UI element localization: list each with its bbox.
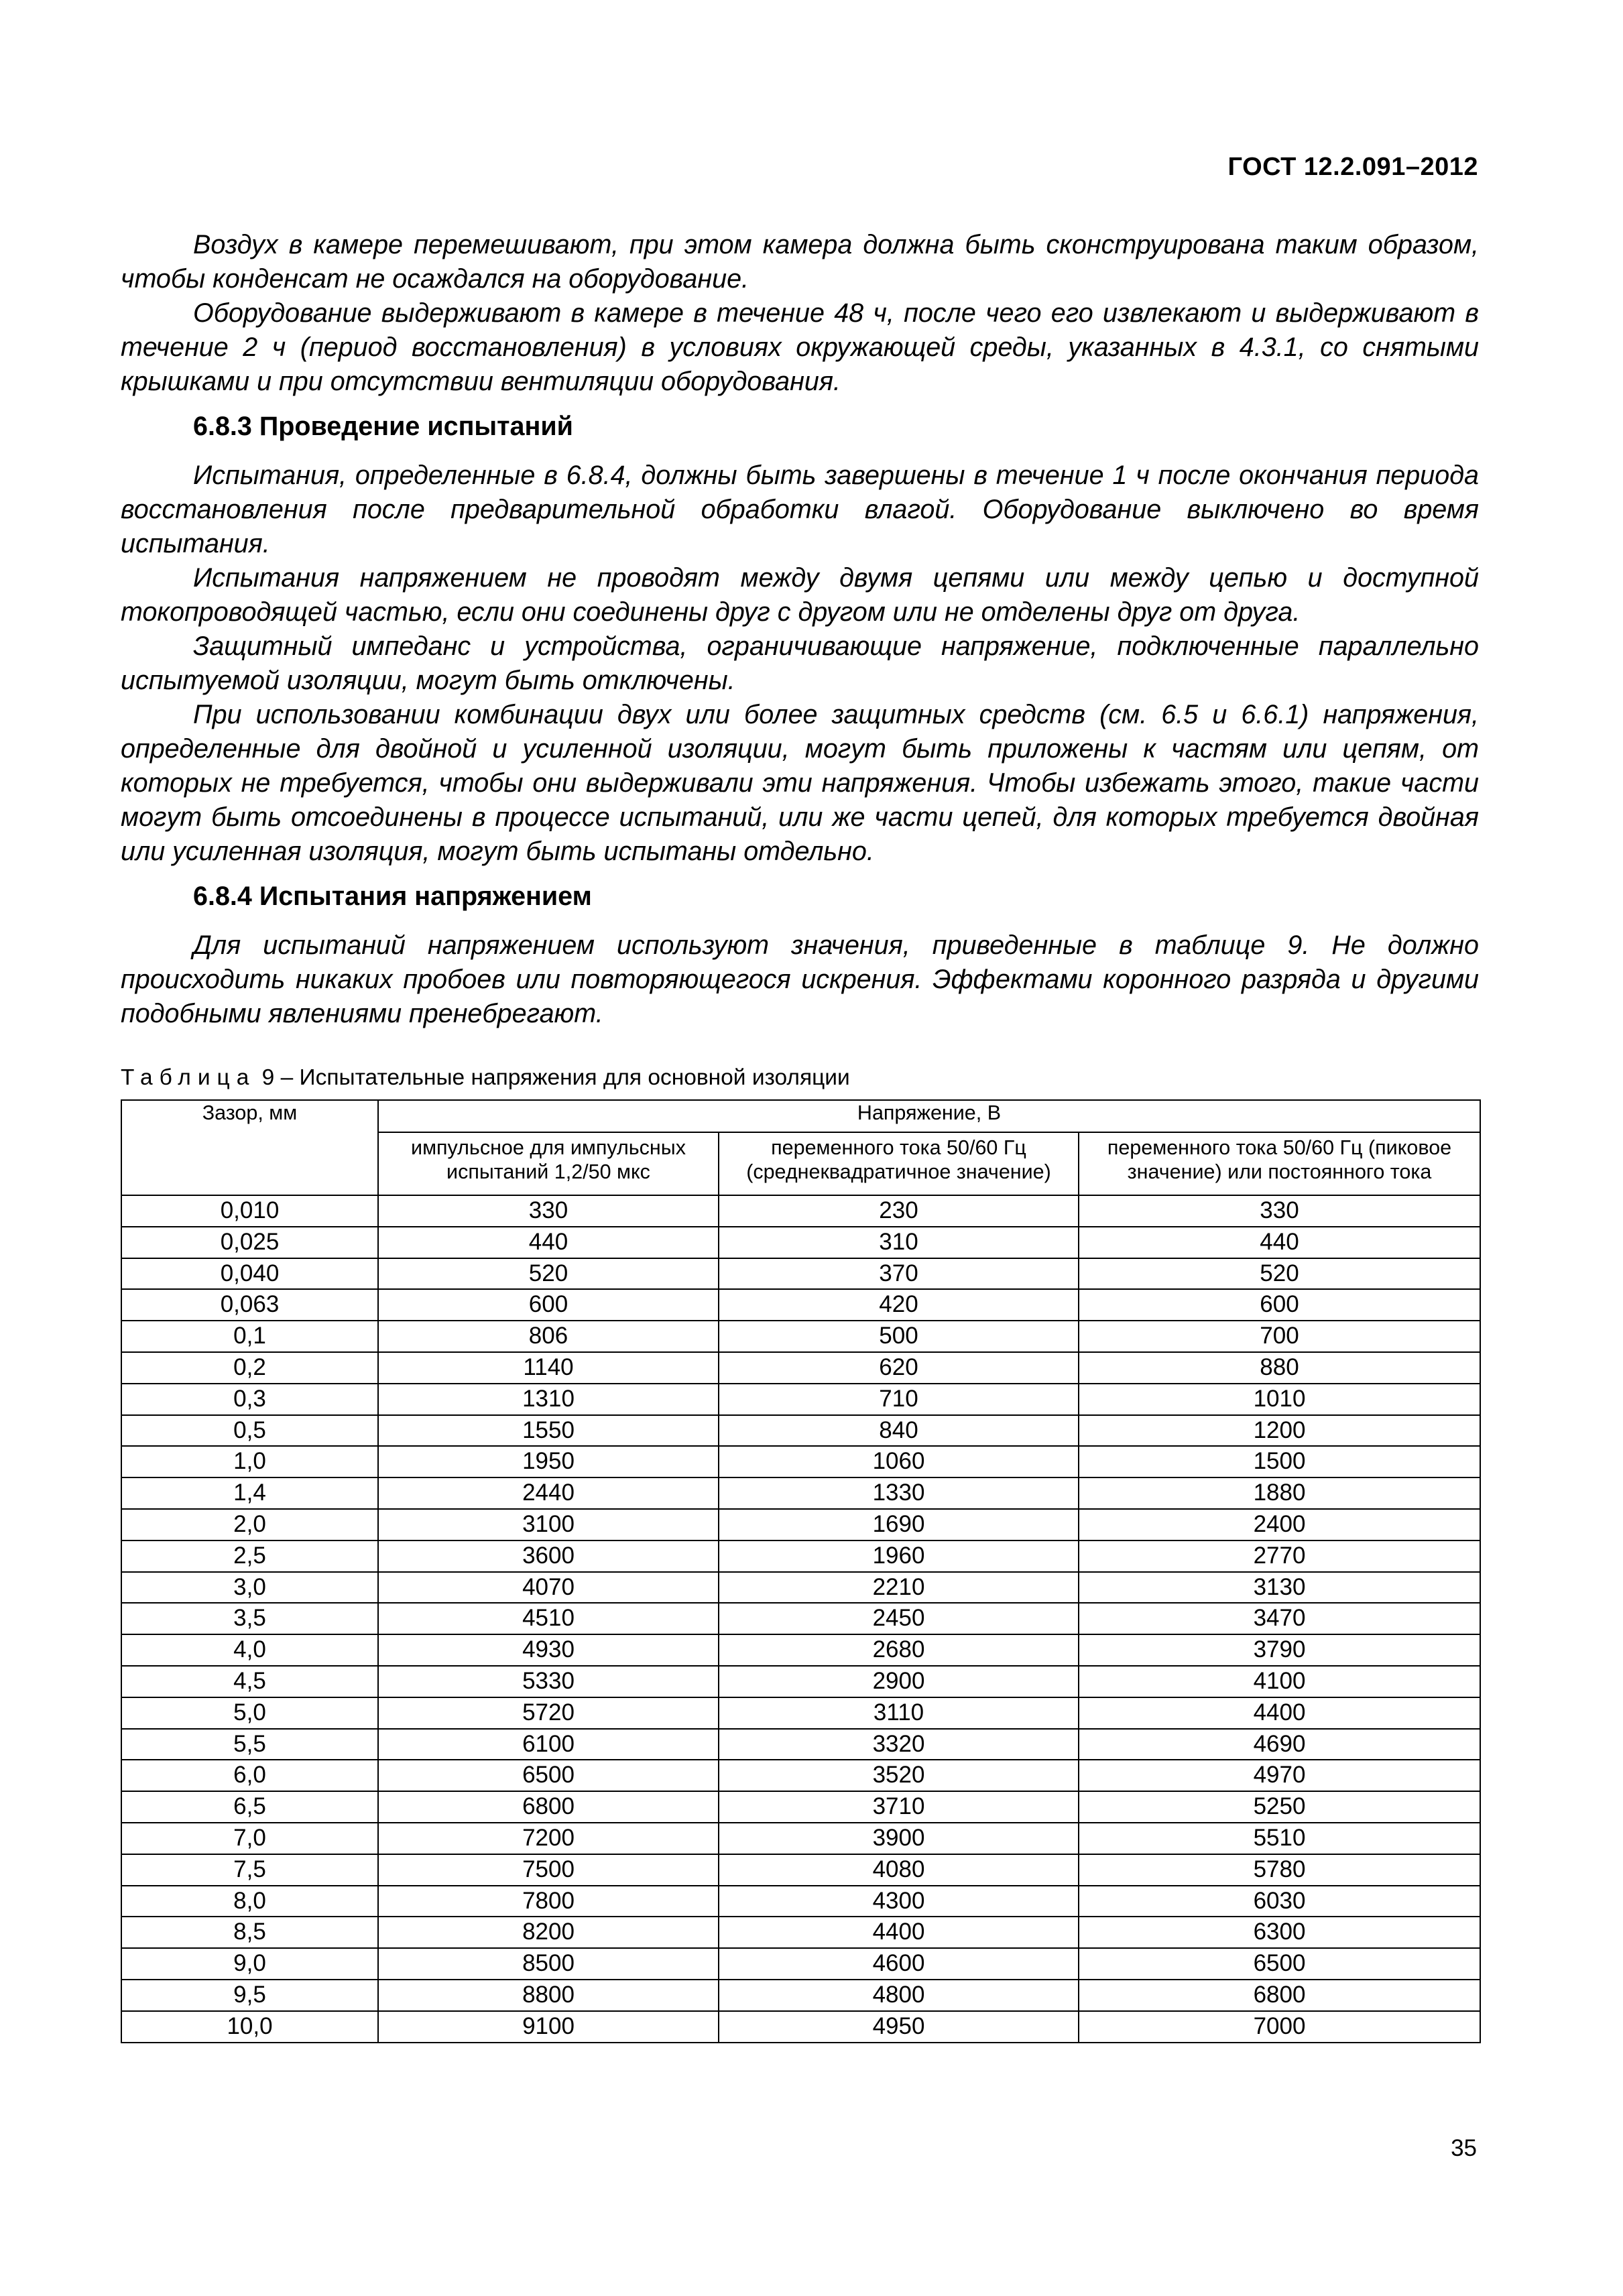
page-number: 35 [1451, 2135, 1477, 2161]
table-cell: 7000 [1079, 2011, 1480, 2043]
table-row [121, 1321, 1480, 1352]
table-cell: 0,2 [121, 1352, 378, 1384]
table-cell: 4,5 [121, 1666, 378, 1697]
table-cell: 4690 [1079, 1729, 1480, 1760]
table-cell: 6500 [378, 1760, 719, 1791]
table-row [121, 1195, 1480, 1227]
table-cell: 7,0 [121, 1823, 378, 1854]
table-caption [121, 1065, 850, 1091]
table-row [121, 1227, 1480, 1258]
table-cell: 230 [719, 1195, 1079, 1227]
table-cell: 2900 [719, 1666, 1079, 1697]
table-cell: 7200 [378, 1823, 719, 1854]
table-cell: 8800 [378, 1980, 719, 2011]
table-cell: 7500 [378, 1854, 719, 1886]
table-cell: 1010 [1079, 1384, 1480, 1415]
table-cell: 0,5 [121, 1415, 378, 1447]
table-cell: 5,0 [121, 1697, 378, 1729]
column-header-impulse: импульсное для импульсных испытаний 1,2/50 мкс [378, 1132, 719, 1195]
table-cell: 840 [719, 1415, 1079, 1447]
table-cell: 500 [719, 1321, 1079, 1352]
paragraph: Воздух в камере перемешивают, при этом камера должна быть сконструирована таким образом, чтобы конденсат не осаждался на оборудование. [121, 230, 1479, 294]
table-cell: 2,5 [121, 1540, 378, 1572]
table-cell: 0,025 [121, 1227, 378, 1258]
table-cell: 1140 [378, 1352, 719, 1384]
column-header-voltage: Напряжение, В [378, 1100, 1480, 1132]
table-cell: 3790 [1079, 1634, 1480, 1666]
table-cell: 2450 [719, 1603, 1079, 1634]
paragraph: Для испытаний напряжением используют значения, приведенные в таблице 9. Не должно происходить никаких пробоев или повторяющегося искрения. Эффектами коронного разряда и другими подобными явлениями пренебрегают. [121, 930, 1479, 1028]
table-row [121, 1603, 1480, 1634]
table-cell: 1060 [719, 1446, 1079, 1477]
column-header-ac-rms: переменного тока 50/60 Гц (среднеквадратичное значение) [719, 1132, 1079, 1195]
table-row [121, 1634, 1480, 1666]
table-row [121, 1854, 1480, 1886]
table-cell: 4070 [378, 1572, 719, 1604]
table-cell: 4800 [719, 1980, 1079, 2011]
table-cell: 440 [378, 1227, 719, 1258]
table-cell: 5250 [1079, 1791, 1480, 1823]
table-cell: 6,5 [121, 1791, 378, 1823]
table-cell: 2770 [1079, 1540, 1480, 1572]
table-cell: 1,4 [121, 1477, 378, 1509]
table-cell: 4080 [719, 1854, 1079, 1886]
paragraph: Испытания напряжением не проводят между двумя цепями или между цепью и доступной токопроводящей частью, если они соединены друг с другом или не отделены друг от друга. [121, 563, 1479, 627]
table-cell: 0,040 [121, 1258, 378, 1290]
table-cell: 4100 [1079, 1666, 1480, 1697]
table-cell: 700 [1079, 1321, 1480, 1352]
table-cell: 806 [378, 1321, 719, 1352]
paragraph: Оборудование выдерживают в камере в течение 48 ч, после чего его извлекают и выдерживают в течение 2 ч (период восстановления) в условиях окружающей среды, указанных в 4.3.1, со снятыми крышками и при отсутствии вентиляции оборудования. [121, 298, 1479, 396]
table-row [121, 1477, 1480, 1509]
table-cell: 600 [1079, 1289, 1480, 1321]
table-cell: 5510 [1079, 1823, 1480, 1854]
table-cell: 3130 [1079, 1572, 1480, 1604]
table-cell: 600 [378, 1289, 719, 1321]
paragraph: Защитный импеданс и устройства, ограничивающие напряжение, подключенные параллельно испытуемой изоляции, могут быть отключены. [121, 631, 1479, 695]
table-row [121, 1572, 1480, 1604]
table-cell: 8200 [378, 1917, 719, 1948]
section-heading: 6.8.4 Испытания напряжением [193, 882, 592, 911]
table-cell: 6800 [378, 1791, 719, 1823]
table-cell: 330 [1079, 1195, 1480, 1227]
table-row [121, 1886, 1480, 1917]
table-row [121, 1760, 1480, 1791]
table-cell: 6500 [1079, 1948, 1480, 1980]
table-cell: 8500 [378, 1948, 719, 1980]
table-row [121, 1697, 1480, 1729]
table-cell: 0,063 [121, 1289, 378, 1321]
table-cell: 3900 [719, 1823, 1079, 1854]
table-cell: 4300 [719, 1886, 1079, 1917]
table-row [121, 1666, 1480, 1697]
table-row [121, 1540, 1480, 1572]
column-header-gap: Зазор, мм [121, 1100, 378, 1195]
table-cell: 2,0 [121, 1509, 378, 1540]
table-caption-text: 9 – Испытательные напряжения для основной изоляции [255, 1065, 850, 1090]
table-cell: 7,5 [121, 1854, 378, 1886]
table-cell: 5720 [378, 1697, 719, 1729]
table-cell: 6,0 [121, 1760, 378, 1791]
table-cell: 5780 [1079, 1854, 1480, 1886]
table-row [121, 1384, 1480, 1415]
table-cell: 3600 [378, 1540, 719, 1572]
table-cell: 3,0 [121, 1572, 378, 1604]
body-text [121, 228, 1479, 1031]
table-row [121, 1415, 1480, 1447]
table-cell: 1,0 [121, 1446, 378, 1477]
table-cell: 1200 [1079, 1415, 1480, 1447]
table-cell: 370 [719, 1258, 1079, 1290]
table-caption-label: Таблица [121, 1065, 256, 1090]
table-cell: 0,010 [121, 1195, 378, 1227]
paragraph: Испытания, определенные в 6.8.4, должны быть завершены в течение 1 ч после окончания периода восстановления после предварительной обработки влагой. Оборудование выключено во время испытания. [121, 461, 1479, 558]
table-cell: 1880 [1079, 1477, 1480, 1509]
table-cell: 2210 [719, 1572, 1079, 1604]
table-cell: 710 [719, 1384, 1079, 1415]
table-row [121, 1823, 1480, 1854]
table-cell: 2400 [1079, 1509, 1480, 1540]
table-cell: 3520 [719, 1760, 1079, 1791]
document-code-header: ГОСТ 12.2.091–2012 [1227, 153, 1478, 181]
table-cell: 310 [719, 1227, 1079, 1258]
table-cell: 3470 [1079, 1603, 1480, 1634]
table-cell: 0,3 [121, 1384, 378, 1415]
table-row [121, 1791, 1480, 1823]
table-cell: 0,1 [121, 1321, 378, 1352]
table-cell: 6030 [1079, 1886, 1480, 1917]
table-cell: 10,0 [121, 2011, 378, 2043]
table-cell: 9,0 [121, 1948, 378, 1980]
table-cell: 520 [378, 1258, 719, 1290]
table-cell: 3710 [719, 1791, 1079, 1823]
table-cell: 3100 [378, 1509, 719, 1540]
table-cell: 4400 [719, 1917, 1079, 1948]
table-body [121, 1195, 1480, 2043]
table-cell: 8,5 [121, 1917, 378, 1948]
table-cell: 3320 [719, 1729, 1079, 1760]
table-cell: 1330 [719, 1477, 1079, 1509]
table-row [121, 1980, 1480, 2011]
table-cell: 3110 [719, 1697, 1079, 1729]
table-cell: 9100 [378, 2011, 719, 2043]
table-cell: 3,5 [121, 1603, 378, 1634]
table-cell: 4970 [1079, 1760, 1480, 1791]
table-cell: 4950 [719, 2011, 1079, 2043]
table-row [121, 1948, 1480, 1980]
table-cell: 2440 [378, 1477, 719, 1509]
table-cell: 9,5 [121, 1980, 378, 2011]
table-cell: 1500 [1079, 1446, 1480, 1477]
table-cell: 4400 [1079, 1697, 1480, 1729]
table-cell: 420 [719, 1289, 1079, 1321]
table-cell: 4,0 [121, 1634, 378, 1666]
table-cell: 2680 [719, 1634, 1079, 1666]
table-row [121, 1352, 1480, 1384]
table-row [121, 1446, 1480, 1477]
table-cell: 4930 [378, 1634, 719, 1666]
table-cell: 6800 [1079, 1980, 1480, 2011]
table-cell: 1690 [719, 1509, 1079, 1540]
table-cell: 4600 [719, 1948, 1079, 1980]
table-cell: 880 [1079, 1352, 1480, 1384]
table-row [121, 1917, 1480, 1948]
table-row [121, 1729, 1480, 1760]
table-cell: 1550 [378, 1415, 719, 1447]
table-cell: 440 [1079, 1227, 1480, 1258]
table-cell: 6300 [1079, 1917, 1480, 1948]
table-row [121, 1509, 1480, 1540]
table-row [121, 1258, 1480, 1290]
table-cell: 1960 [719, 1540, 1079, 1572]
table-cell: 5330 [378, 1666, 719, 1697]
table-cell: 330 [378, 1195, 719, 1227]
test-voltage-table [121, 1099, 1481, 2043]
table-row [121, 2011, 1480, 2043]
table-cell: 5,5 [121, 1729, 378, 1760]
column-header-ac-peak-dc: переменного тока 50/60 Гц (пиковое значение) или постоянного тока [1079, 1132, 1480, 1195]
table-cell: 7800 [378, 1886, 719, 1917]
table-row [121, 1289, 1480, 1321]
table-cell: 520 [1079, 1258, 1480, 1290]
paragraph: При использовании комбинации двух или более защитных средств (см. 6.5 и 6.6.1) напряжения, определенные для двойной и усиленной изоляции, могут быть приложены к частям или цепям, от которых не требуется, чтобы они выдерживали эти напряжения. Чтобы избежать этого, такие части могут быть отсоединены в процессе испытаний, или же части цепей, для которых требуется двойная или усиленная изоляция, могут быть испытаны отдельно. [121, 700, 1479, 866]
section-heading: 6.8.3 Проведение испытаний [193, 412, 573, 441]
table-cell: 8,0 [121, 1886, 378, 1917]
table-cell: 1310 [378, 1384, 719, 1415]
table-cell: 1950 [378, 1446, 719, 1477]
table-cell: 6100 [378, 1729, 719, 1760]
table-cell: 4510 [378, 1603, 719, 1634]
table-cell: 620 [719, 1352, 1079, 1384]
